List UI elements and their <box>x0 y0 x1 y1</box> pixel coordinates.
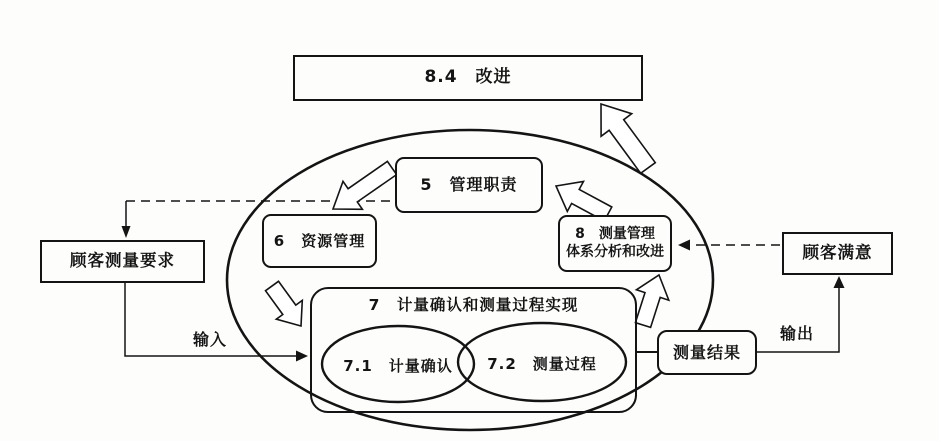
analysis-improvement-label-line2: 体系分析和改进 <box>566 243 664 260</box>
improvement-label: 8.4 改进 <box>424 67 512 88</box>
confirmation-label: 7.1 计量确认 <box>343 357 453 375</box>
block-arrow-resources-to-realization-icon <box>266 281 303 326</box>
customer-satisfaction-label: 顾客满意 <box>802 243 873 263</box>
analysis-improvement-label-line1: 8 测量管理 <box>575 226 655 242</box>
down-arrowhead-icon <box>122 226 131 238</box>
management-duty-box <box>395 157 543 213</box>
block-arrow-system-to-improvement-icon <box>601 104 655 173</box>
input-label: 输入 <box>192 330 227 349</box>
block-arrow-management-to-resources-icon <box>333 161 397 209</box>
analysis-improvement-box <box>558 215 672 272</box>
realization-box <box>310 287 637 413</box>
resource-management-box <box>262 214 377 268</box>
left-arrowhead-icon <box>678 240 690 251</box>
customer-satisfaction-box <box>782 232 893 275</box>
customer-requirements-box <box>40 240 205 283</box>
management-duty-label: 5 管理职责 <box>420 175 518 194</box>
measurement-results-label: 测量结果 <box>672 342 741 362</box>
right-arrowhead-icon <box>296 351 308 362</box>
up-arrowhead-icon <box>834 276 845 288</box>
resource-management-label: 6 资源管理 <box>273 231 366 250</box>
process-label: 7.2 测量过程 <box>487 355 597 373</box>
improvement-box <box>293 55 643 101</box>
customer-requirements-label: 顾客测量要求 <box>70 251 175 271</box>
realization-label: 7 计量确认和测量过程实现 <box>368 296 579 314</box>
block-arrow-realization-to-analysis-icon <box>635 275 668 327</box>
output-label: 输出 <box>779 324 814 343</box>
measurement-results-box <box>657 330 757 375</box>
